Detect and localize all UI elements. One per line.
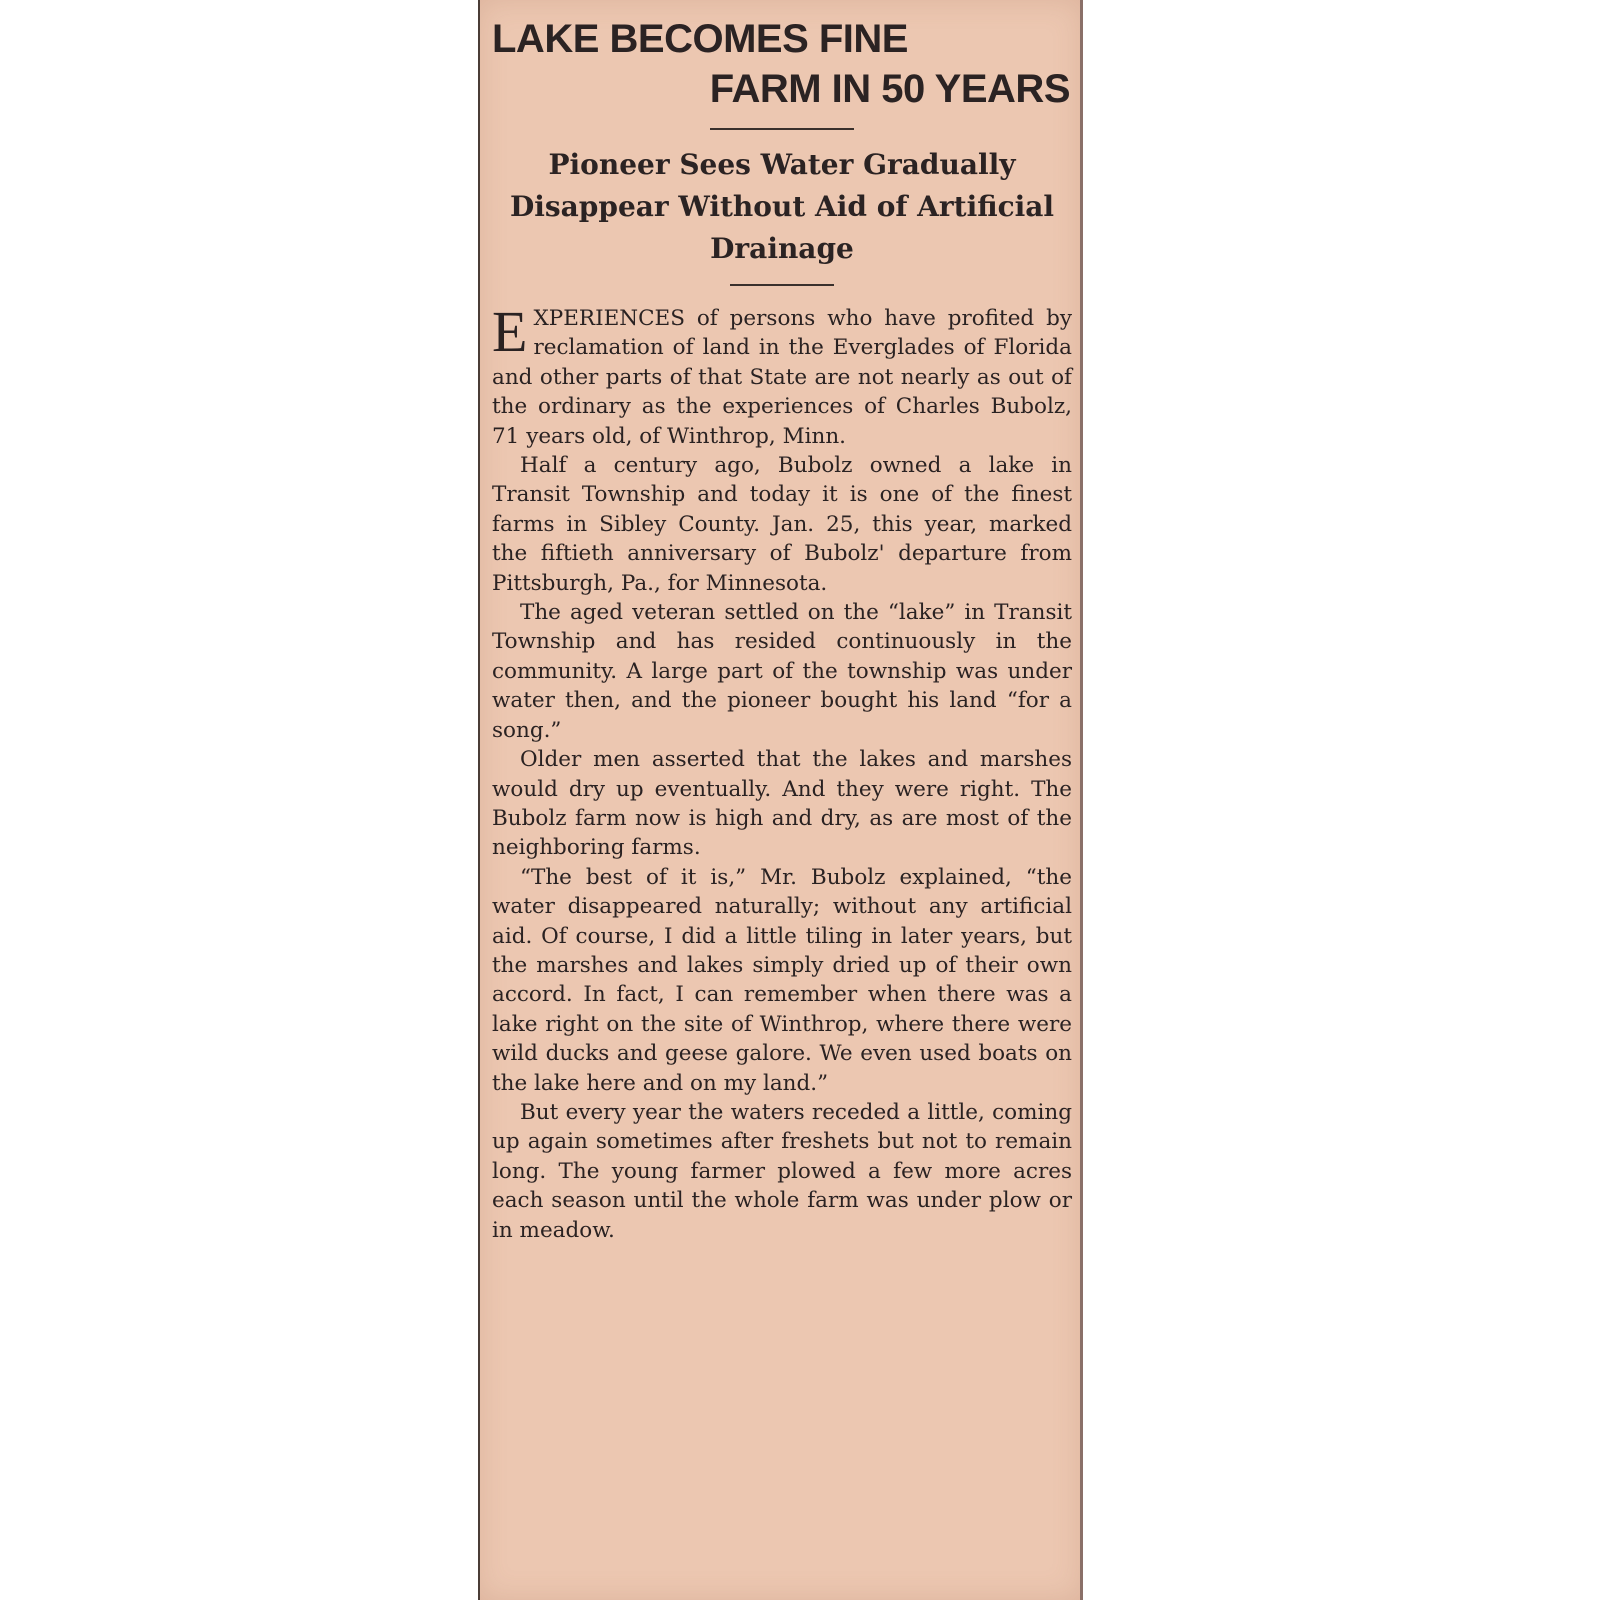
paragraph-5: “The best of it is,” Mr. Bubolz explained, “the water disappeared naturally; without any artificial aid. Of course, I did a little tiling in later years, but the marshes and lakes simply dried up of their own accord. In fact, I can remember when there was a lake right on the site of Winthrop, where there were wild ducks and geese galore. We even used boats on the lake here and on my land.” bbox=[492, 864, 1072, 1096]
paragraph-6: But every year the waters receded a little, coming up again sometimes after freshets but not to remain long. The young farmer plowed a few more acres each season until the whole farm was under plow or in meadow. bbox=[492, 1099, 1072, 1243]
paragraph-4: Older men asserted that the lakes and marshes would dry up eventually. And they were right. The Bubolz farm now is high and dry, as are most of the neighboring farms. bbox=[492, 747, 1072, 861]
headline bbox=[492, 14, 1072, 114]
paragraph-1 bbox=[492, 299, 1072, 451]
headline-line-2: FARM IN 50 YEARS bbox=[709, 67, 1070, 111]
column-rule-left bbox=[478, 0, 480, 1600]
subheadline: Pioneer Sees Water Gradually Disappear Without Aid of Artificial Drainage bbox=[509, 148, 1055, 265]
paragraph-3: The aged veteran settled on the “lake” in Transit Township and has resided continuously in the community. A large part of the township was under water then, and the pioneer bought his land “for a song.” bbox=[492, 600, 1072, 743]
article-column bbox=[492, 0, 1072, 1245]
newspaper-clipping bbox=[478, 0, 1082, 1600]
paragraph-1-text: XPERIENCES of persons who have profited by reclamation of land in the Everglades of Florida and other parts of that State are not nearly as out of the ordinary as the experiences of Charles Bubolz, 71 years old, of Winthrop, Minn. bbox=[492, 306, 1072, 449]
drop-cap: E bbox=[492, 299, 528, 364]
headline-line-1: LAKE BECOMES FINE bbox=[492, 17, 908, 61]
clipping-edge-right bbox=[1080, 0, 1083, 1600]
subhead-divider bbox=[730, 284, 834, 286]
headline-divider bbox=[710, 128, 854, 130]
paragraph-2: Half a century ago, Bubolz owned a lake in Transit Township and today it is one of the finest farms in Sibley County. Jan. 25, this year, marked the fiftieth anniversary of Bubolz' departure from Pittsburgh, Pa., for Minnesota. bbox=[492, 453, 1072, 596]
article-body bbox=[492, 299, 1072, 1245]
